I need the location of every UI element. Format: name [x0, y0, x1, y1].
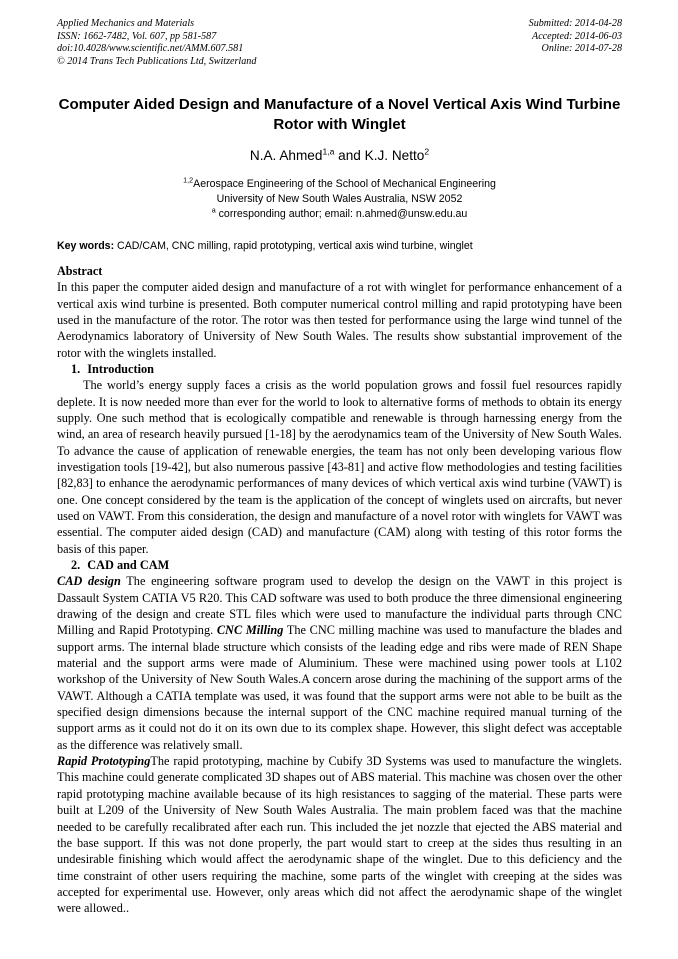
section-heading-cad-and-cam — [57, 557, 622, 573]
runin-heading-rapid-prototyping: Rapid Prototyping — [57, 754, 151, 769]
journal-name: Applied Mechanics and Materials — [57, 18, 195, 29]
page-title — [57, 95, 622, 134]
section-number-2: 2. — [71, 558, 81, 572]
author-name-2: K.J. Netto — [364, 148, 425, 164]
runin-heading-cad-design: CAD design — [57, 574, 121, 589]
runin-heading-cnc-milling: CNC Milling — [216, 623, 284, 638]
journal-info — [57, 18, 256, 68]
keywords-line — [57, 239, 622, 253]
affiliation-line-3 — [57, 207, 622, 222]
author-affiliation-marker-2: 2 — [424, 146, 430, 157]
affiliation-marker-12: 1,2 — [183, 175, 194, 185]
rapid-prototyping-text: The rapid prototyping, machine by Cubify 3D Systems was used to manufacture the winglets. This machine could generate complicated 3D shapes out of ABS material. This machine was chosen over the other rapid prototyping machine available because of its high resistances to sagging of the material. These parts were built at L209 of the University of New South Wales Australia. The main problem faced was that the machine needed to be carefully recalibrated after each run. This included the jet nozzle that ejected the ABS material and the base support. If this was not done properly, the part would start to creep at the sides thus resulting in an undesirable finishing which would affect the aerodynamic shape of the winglet. Due to this deficiency and the time constraint of other users requiring the machine, some parts of the winglet with creeping at the sides was accepted for experimental use. However, only areas which did not affect the aerodynamic shape of the winglet were allowed.. — [57, 754, 623, 916]
introduction-paragraph: The world’s energy supply faces a crisis as the world population grows and fossil fuel resources rapidly deplete. It is now needed more than ever for the world to look to alternative forms of methods to obtain its energy supply. One such method that is ecologically compatible and renewable is through harnessing energy from the wind, an area of research heavily pursued [1-18] by the aerodynamics team of the University of New South Wales. To advance the cause of application of renewable energies, the team has not only been developing various flow investigation tools [19-42], but also numerous passive [43-81] and active flow methodologies and testing facilities [82,83] to enhance the aerodynamic performances of many devices of which vertical axis wind turbine (VAWT) is one. One concept considered by the team is the application of the concept of winglets used on aircrafts, but never used on VAWT. From this consideration, the design and manufacture of a novel rotor with winglets for VAWT was essential. The computer aided design (CAD) and manufacture (CAM) along with testing of this rotor forms the basis of this paper. — [57, 378, 622, 556]
cad-design-text-part-1: The engineering software program used to develop the design on the VAWT in this project is Dassault System CATIA V5 R20. This CAD software was used to both produce the three dimensional engineering drawing of the design and create STL files which were used to manufacture the individual parts through CNC Milling and Rapid Prototyping. — [57, 574, 623, 638]
cad-design-text-part-2: The CNC milling machine was used to manufacture the blades and support arms. The internal blade structure which consists of the leading edge and ribs were made of REN Shape material and the support arms were made of Aluminium. These were machined using power tools at L102 workshop of the University of New South Wales.A concern arose during the machining of the support arms of the VAWT. Although a CATIA template was used, it was found that the support arms were not able to be built as the specified design dimensions because the internal support of the CNC machine required manual turning of the support arms as it could not do it on its own due to its complex shape. However, this slight defect was acceptable as the difference was relatively small. — [57, 623, 622, 752]
date-submitted: Submitted: 2014-04-28 — [528, 18, 622, 29]
section-title-cad-and-cam: CAD and CAM — [87, 558, 170, 572]
title-line-2: Turbine Rotor with Winglet — [273, 96, 621, 133]
publication-dates — [529, 18, 622, 56]
keywords-label: Key words: — [57, 240, 115, 253]
corresponding-author-email: corresponding author; email: n.ahmed@unsw.edu.au — [215, 207, 468, 220]
affiliation-block — [57, 177, 622, 221]
abstract-heading: Abstract — [57, 264, 103, 279]
author-name-1: N.A. Ahmed — [249, 148, 323, 164]
journal-doi: doi:10.4028/www.scientific.net/AMM.607.581 — [57, 43, 244, 55]
affiliation-line-1 — [57, 177, 622, 192]
affiliation-marker-a: a — [211, 205, 216, 215]
author-conjunction: and — [334, 148, 365, 164]
date-accepted: Accepted: 2014-06-03 — [532, 30, 622, 42]
abstract-body: In this paper the computer aided design and manufacture of a rot with winglet for performance enhancement of a vertical axis wind turbine is presented. Both computer numerical control milling and rapid prototyping have been used in the manufacture of the rotor. The rotor was then tested for performance using the large wind tunnel of the Aerodynamics laboratory of University of New South Wales. The results show substantial improvement of the rotor with the winglets installed. — [57, 280, 622, 360]
cad-design-paragraph — [57, 573, 622, 753]
title-line-1: Computer Aided Design and Manufacture of a Novel Vertical Axis Wind — [58, 96, 563, 114]
affiliation-line-2: University of New South Wales Australia, NSW 2052 — [216, 192, 463, 205]
author-list — [57, 147, 622, 164]
journal-issn-volume: ISSN: 1662-7482, Vol. 607, pp 581-587 — [57, 30, 217, 42]
keywords-value: CAD/CAM, CNC milling, rapid prototyping, vertical axis wind turbine, winglet — [114, 240, 473, 253]
rapid-prototyping-paragraph — [57, 753, 622, 916]
journal-copyright: © 2014 Trans Tech Publications Ltd, Switzerland — [57, 55, 257, 67]
section-title-introduction: Introduction — [87, 361, 154, 376]
date-online: Online: 2014-07-28 — [541, 43, 622, 55]
section-number-1: 1. — [71, 361, 81, 376]
running-header — [57, 18, 622, 68]
section-heading-introduction — [57, 361, 622, 377]
author-affiliation-marker-1: 1,a — [322, 146, 335, 157]
affiliation-department: Aerospace Engineering of the School of Mechanical Engineering — [193, 178, 496, 191]
